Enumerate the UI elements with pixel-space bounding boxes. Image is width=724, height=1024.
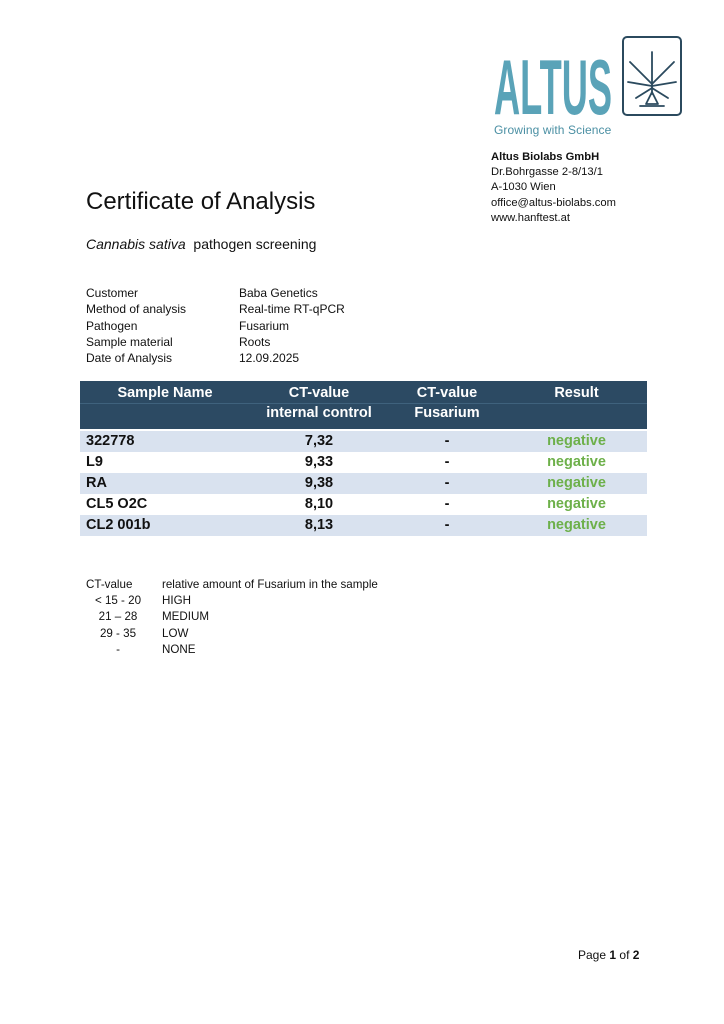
table-header [80,381,647,429]
altus-logo-wordmark [494,34,612,120]
cell-result: negative [547,433,606,449]
table-row [80,452,647,473]
header-sample-name: Sample Name [117,385,213,401]
cell-ct-fusarium: - [444,433,450,449]
meta-value: Roots [239,334,271,349]
subtitle-text: pathogen screening [193,236,317,252]
table-row [80,431,647,452]
cell-result: negative [547,496,606,512]
meta-row-customer [86,285,345,301]
company-street: Dr.Bohrgasse 2-8/13/1 [491,166,603,179]
meta-value: Fusarium [239,318,290,333]
meta-label: Sample material [86,334,173,349]
legend-row [86,626,378,642]
legend-level: MEDIUM [162,610,210,624]
meta-row-date [86,350,345,366]
page-word: Page [578,948,607,962]
company-email[interactable]: office@altus-biolabs.com [491,196,616,209]
ct-value-legend [86,577,378,658]
cell-ct-internal: 9,33 [304,454,334,470]
header-ct-fusarium-line1: CT-value [416,385,478,401]
meta-label: Method of analysis [86,302,187,317]
document-title: Certificate of Analysis [86,188,316,215]
meta-value: Real-time RT-qPCR [239,302,345,317]
species-name: Cannabis sativa [86,236,186,252]
legend-row [86,609,378,625]
cell-ct-fusarium: - [444,496,450,512]
document-subtitle [86,236,316,252]
cell-ct-fusarium: - [444,475,450,491]
cell-sample: 322778 [86,433,135,449]
results-table [80,381,647,536]
company-address [491,150,616,226]
meta-label: Date of Analysis [86,351,173,366]
page-total: 2 [632,948,640,962]
legend-ct-range: 21 – 28 [98,610,138,624]
header-result: Result [554,385,599,401]
meta-row-method [86,301,345,317]
legend-level: HIGH [162,594,191,608]
cell-sample: CL2 001b [86,517,151,533]
legend-level: NONE [162,642,196,656]
table-row [80,494,647,515]
meta-row-sample-material [86,334,345,350]
cannabis-leaf-icon [622,36,682,116]
legend-header [86,577,378,593]
company-website[interactable]: www.hanftest.at [491,211,570,224]
company-city: A-1030 Wien [491,181,556,194]
meta-label: Pathogen [86,318,138,333]
legend-ct-range: < 15 - 20 [94,594,142,608]
meta-value: Baba Genetics [239,286,318,300]
header-divider [80,403,647,404]
legend-level: LOW [162,626,189,640]
svg-text:ALTUS: ALTUS [494,43,612,120]
cell-sample: L9 [86,454,103,470]
legend-ct-range: 29 - 35 [99,626,137,640]
meta-value: 12.09.2025 [239,351,300,366]
header-ct-internal [250,381,388,429]
cell-ct-internal: 9,38 [304,475,334,491]
cell-ct-internal: 8,13 [304,517,334,533]
company-name: Altus Biolabs GmbH [491,151,600,163]
legend-ct-range: - [116,642,120,656]
logo-tagline: Growing with Science [494,123,612,137]
page-current: 1 [609,948,617,962]
legend-header-ct: CT-value [86,578,133,591]
page-number [578,948,639,962]
meta-row-pathogen [86,318,345,334]
cell-ct-fusarium: - [444,454,450,470]
table-row [80,473,647,494]
cell-result: negative [547,517,606,533]
table-row [80,515,647,536]
meta-label: Customer [86,286,139,300]
header-ct-internal-line1: CT-value [288,385,350,401]
legend-row [86,593,378,609]
cell-ct-fusarium: - [444,517,450,533]
cell-sample: CL5 O2C [86,496,148,512]
cell-sample: RA [86,475,107,491]
analysis-meta [86,285,345,366]
cell-result: negative [547,475,606,491]
cell-ct-internal: 8,10 [304,496,334,512]
cell-ct-internal: 7,32 [304,433,334,449]
of-word: of [619,948,630,962]
cell-result: negative [547,454,606,470]
header-ct-fusarium-line2: Fusarium [414,405,480,421]
legend-header-desc: relative amount of Fusarium in the sample [162,578,378,591]
legend-row [86,642,378,658]
header-ct-internal-line2: internal control [266,405,372,421]
header-ct-fusarium [388,381,506,429]
